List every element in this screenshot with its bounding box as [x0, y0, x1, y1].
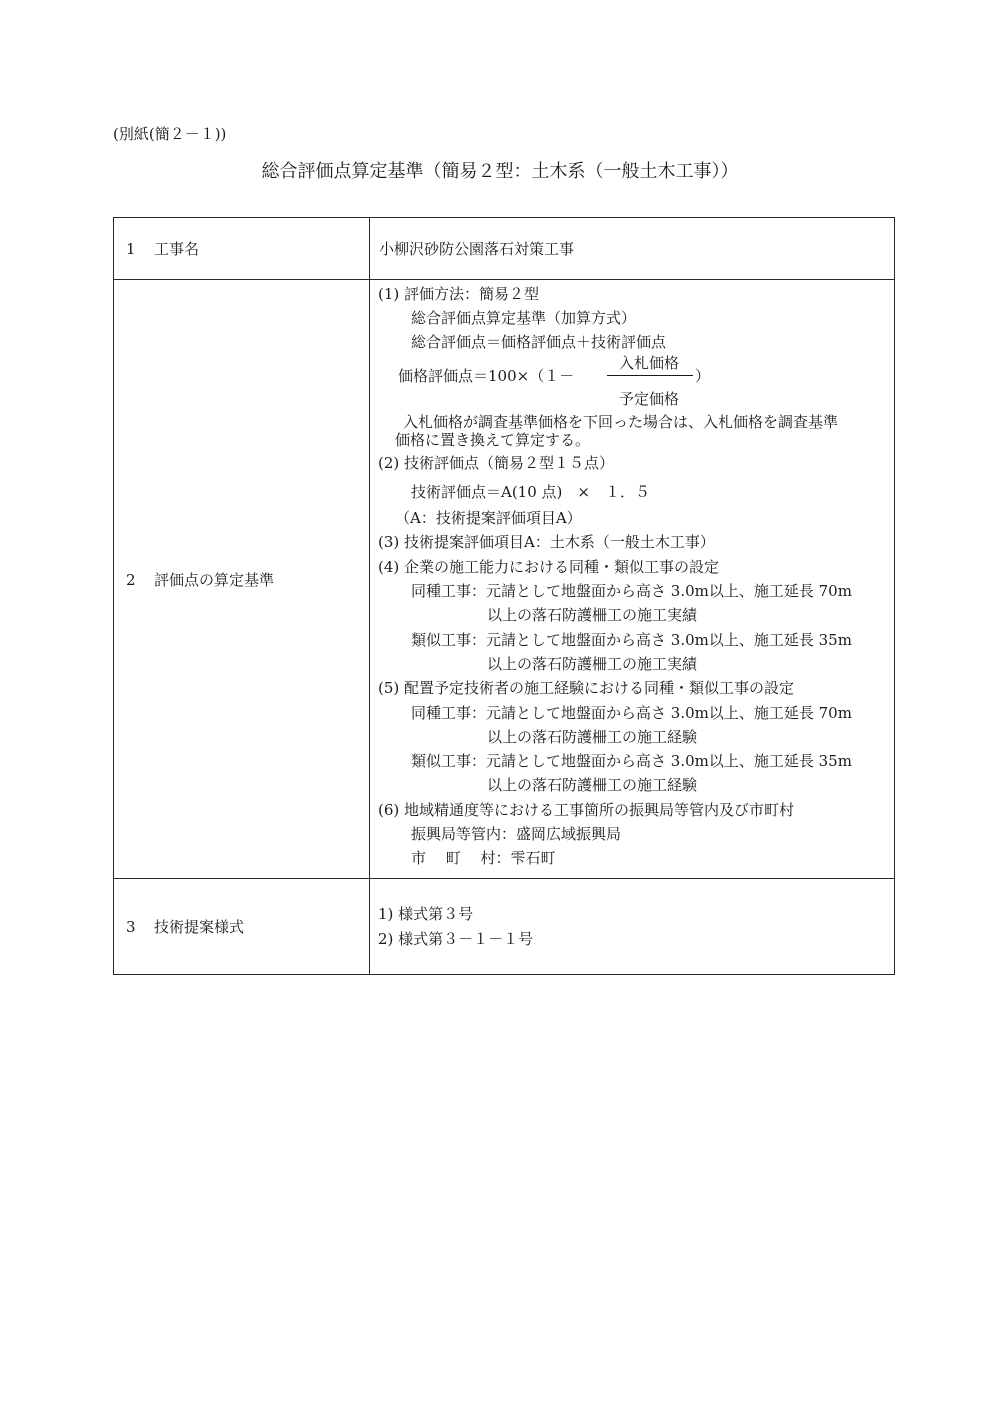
fraction-denominator: 予定価格: [619, 390, 680, 408]
construction-name-cell: [370, 218, 895, 280]
fraction-bar: [607, 375, 693, 376]
row-number: 1: [126, 240, 136, 258]
criteria-line: 総合評価点＝価格評価点＋技術評価点: [411, 333, 667, 351]
page-title: 総合評価点算定基準（簡易２型：土木系（一般土木工事））: [261, 161, 739, 182]
criteria-cell: [370, 280, 895, 879]
row-label: [114, 218, 370, 280]
table-row: [114, 280, 895, 879]
row-number: 3: [126, 918, 136, 936]
criteria-line: (2) 技術評価点（簡易２型１５点）: [378, 454, 615, 472]
fraction-numerator: 入札価格: [619, 354, 680, 372]
criteria-line: (5) 配置予定技術者の施工経験における同種・類似工事の設定: [378, 679, 795, 697]
row-label: [114, 879, 370, 975]
table-row: [114, 218, 895, 280]
criteria-line: 総合評価点算定基準（加算方式）: [411, 309, 637, 327]
criteria-line: (6) 地域精通度等における工事箇所の振興局等管内及び市町村: [378, 801, 795, 819]
document-reference-note: (別紙(簡２－１)): [113, 125, 227, 143]
fraction-left: 価格評価点＝100×（１－: [398, 367, 575, 385]
row-label: [114, 280, 370, 879]
list-item: 1) 様式第３号: [378, 904, 474, 923]
criteria-line: 以上の落石防護柵工の施工実績: [487, 606, 698, 624]
criteria-line: （A：技術提案評価項目A）: [395, 509, 582, 527]
list-item: 2) 様式第３－１－１号: [378, 929, 534, 948]
criteria-line: 類似工事：元請として地盤面から高さ 3.0m以上、施工延長 35m: [411, 631, 852, 649]
criteria-line: 類似工事：元請として地盤面から高さ 3.0m以上、施工延長 35m: [411, 752, 852, 770]
row-label-text: 工事名: [154, 240, 200, 258]
table-row: [114, 879, 895, 975]
construction-name: 小柳沢砂防公園落石対策工事: [379, 240, 575, 258]
proposal-forms-list: [370, 902, 894, 952]
row-label-text: 技術提案様式: [154, 918, 245, 936]
proposal-forms-cell: [370, 879, 895, 975]
criteria-table: [113, 217, 895, 975]
criteria-line: 技術評価点＝A(10 点) × １．５: [411, 483, 650, 501]
criteria-line: 同種工事：元請として地盤面から高さ 3.0m以上、施工延長 70m: [411, 582, 852, 600]
criteria-line: (3) 技術提案評価項目A：土木系（一般土木工事）: [378, 533, 715, 551]
criteria-line: 以上の落石防護柵工の施工実績: [487, 655, 698, 673]
criteria-line: 入札価格が調査基準価格を下回った場合は、入札価格を調査基準: [403, 413, 839, 431]
criteria-line: 市 町 村：雫石町: [411, 849, 556, 867]
criteria-content: [370, 280, 894, 878]
criteria-line: (1) 評価方法：簡易２型: [378, 285, 540, 303]
fraction-right: ）: [695, 367, 711, 385]
criteria-line: 以上の落石防護柵工の施工経験: [487, 776, 698, 794]
criteria-line: 以上の落石防護柵工の施工経験: [487, 728, 698, 746]
criteria-line: 振興局等管内：盛岡広域振興局: [411, 825, 622, 843]
criteria-line: 価格に置き換えて算定する。: [395, 431, 591, 449]
row-label-text: 評価点の算定基準: [154, 570, 275, 589]
criteria-line: (4) 企業の施工能力における同種・類似工事の設定: [378, 558, 720, 576]
criteria-line: 同種工事：元請として地盤面から高さ 3.0m以上、施工延長 70m: [411, 704, 852, 722]
row-number: 2: [126, 570, 136, 589]
